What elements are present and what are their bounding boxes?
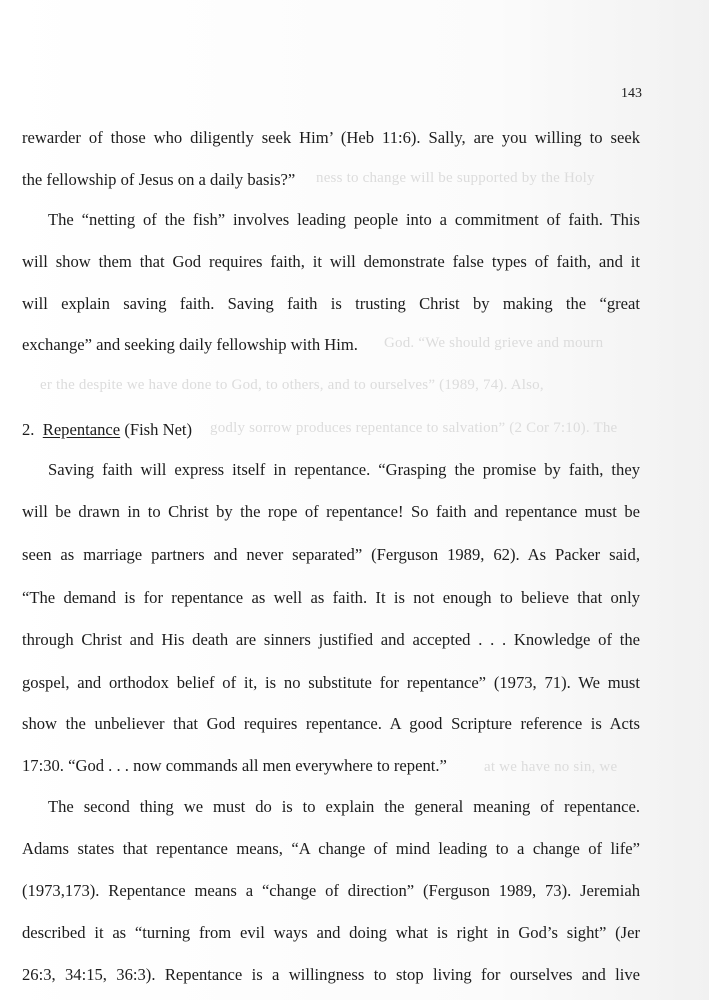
- paragraph-1-line-1: rewarder of those who diligently seek Him’ (Heb 11:6). Sally, are you willing to seek: [22, 128, 640, 147]
- section-subtitle: (Fish Net): [124, 420, 193, 439]
- paragraph-2-line-4: exchange” and seeking daily fellowship with Him.: [22, 335, 358, 354]
- paragraph-2-line-2: will show them that God requires faith, it will demonstrate false types of faith, and it: [22, 252, 640, 271]
- paragraph-4-line-2: Adams states that repentance means, “A change of mind leading to a change of life”: [22, 839, 640, 858]
- paragraph-3-line-8: 17:30. “God . . . now commands all men everywhere to repent.”: [22, 756, 447, 775]
- bleed-through-text: at we have no sin, we: [484, 759, 618, 775]
- paragraph-4-line-5: 26:3, 34:15, 36:3). Repentance is a willingness to stop living for ourselves and live: [22, 965, 640, 984]
- bleed-through-text: er the despite we have done to God, to others, and to ourselves” (1989, 74). Also,: [40, 377, 544, 393]
- paragraph-3-line-2: will be drawn in to Christ by the rope of repentance! So faith and repentance must be: [22, 502, 640, 521]
- paragraph-3-line-4: “The demand is for repentance as well as faith. It is not enough to believe that only: [22, 588, 640, 607]
- paragraph-3-line-3: seen as marriage partners and never separated” (Ferguson 1989, 62). As Packer said,: [22, 545, 640, 564]
- bleed-through-text: ness to change will be supported by the Holy: [316, 170, 595, 186]
- section-number: 2.: [22, 420, 35, 439]
- bleed-through-text: godly sorrow produces repentance to salvation” (2 Cor 7:10). The: [210, 420, 618, 436]
- paragraph-1-line-2: the fellowship of Jesus on a daily basis?”: [22, 170, 296, 189]
- paragraph-3-line-5: through Christ and His death are sinners justified and accepted . . . Knowledge of the: [22, 630, 640, 649]
- paragraph-3-line-7: show the unbeliever that God requires repentance. A good Scripture reference is Acts: [22, 714, 640, 733]
- paragraph-2-line-3: will explain saving faith. Saving faith is trusting Christ by making the “great: [22, 294, 640, 313]
- paragraph-4-line-1: The second thing we must do is to explain the general meaning of repentance.: [48, 797, 640, 816]
- page-number: 143: [621, 86, 642, 101]
- paragraph-3-line-6: gospel, and orthodox belief of it, is no substitute for repentance” (1973, 71). We must: [22, 673, 640, 692]
- paragraph-2-line-1: The “netting of the fish” involves leading people into a commitment of faith. This: [48, 210, 640, 229]
- paragraph-3-line-1: Saving faith will express itself in repentance. “Grasping the promise by faith, they: [48, 460, 640, 479]
- paragraph-4-line-4: described it as “turning from evil ways and doing what is right in God’s sight” (Jer: [22, 923, 640, 942]
- paragraph-4-line-3: (1973,173). Repentance means a “change of direction” (Ferguson 1989, 73). Jeremiah: [22, 881, 640, 900]
- bleed-through-text: God. “We should grieve and mourn: [384, 335, 604, 351]
- section-heading: [22, 420, 192, 440]
- section-title: Repentance: [42, 420, 121, 439]
